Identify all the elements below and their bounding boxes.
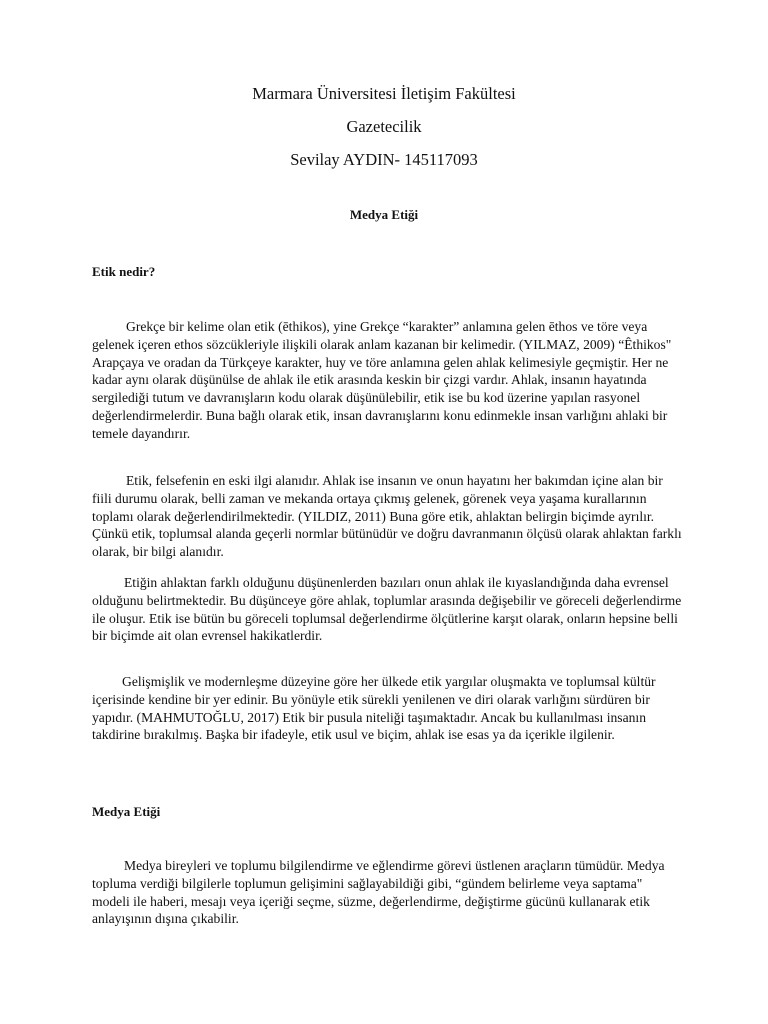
- section-heading-medya-etigi: Medya Etiği: [92, 804, 161, 819]
- paragraph: Etik, felsefenin en eski ilgi alanıdır. Ahlak ise insanın ve onun hayatını her bakımdan içine alan bir fiili durumu olarak, belli zaman ve mekanda ortaya çıkmış gelenek, görenek veya yaşama kurallarının toplamı olarak değerlendirilmektedir. (YILDIZ, 2011) Buna göre etik, ahlaktan belirgin biçimde ayrılır. Çünkü etik, toplumsal alanda geçerli normlar bütünüdür ve doğru davranmanın ölçüsü olarak ahlaktan farklı olarak, bir bilgi alanıdır.: [92, 473, 682, 560]
- paragraph: Grekçe bir kelime olan etik (ēthikos), yine Grekçe “karakter” anlamına gelen ēthos ve töre veya gelenek içeren ethos sözcükleriyle ilişkili olarak anlam kazanan bir kelimedir. (YILMAZ, 2009) “Êthikos" Arapçaya ve oradan da Türkçeye karakter, huy ve töre anlamına gelen ahlak kelimesiyle geçmiştir. Her ne kadar aynı olarak düşünülse de ahlak ile etik arasında keskin bir çizgi vardır. Ahlak, insanın hayatında sergilediği tutum ve davranışların kodu olarak düşünülebilir, etik ise bu kod üzerine yapılan rasyonel değerlendirmelerdir. Buna bağlı olarak etik, insan davranışlarını konu edinmekle insan varlığını ahlaki bir temele dayandırır.: [92, 319, 672, 441]
- paragraph: Medya bireyleri ve toplumu bilgilendirme ve eğlendirme görevi üstlenen araçların tümüdür. Medya topluma verdiği bilgilerle toplumun gelişimini sağlayabildiği gibi, “gündem belirleme veya saptama" modeli ile haberi, mesajı veya içeriği seçme, süzme, değerlendirme, değiştirme gücünü kullanarak etik anlayışının dışına çıkabilir.: [92, 858, 665, 927]
- author-line: Sevilay AYDIN- 145117093: [290, 150, 478, 169]
- department-name: Gazetecilik: [346, 117, 422, 136]
- section-heading-etik-nedir: Etik nedir?: [92, 264, 156, 279]
- document-title: Medya Etiği: [349, 207, 419, 222]
- paragraph: Etiğin ahlaktan farklı olduğunu düşünenlerden bazıları onun ahlak ile kıyaslandığında daha evrensel olduğunu belirtmektedir. Bu düşünceye göre ahlak, toplumlar arasında değişebilir ve göreceli değerlendirme ile oluşur. Etik ise bütün bu göreceli toplumsal değerlendirme ölçütlerine karşıt olarak, onların hepsine belli bir biçimde ait olan evrensel hakikatlerdir.: [92, 575, 682, 644]
- university-name: Marmara Üniversitesi İletişim Fakültesi: [252, 84, 516, 103]
- document-header: [0, 86, 768, 185]
- paragraph: Gelişmişlik ve modernleşme düzeyine göre her ülkede etik yargılar oluşmakta ve toplumsal kültür içerisinde kendine bir yer edinir. Bu yönüyle etik sürekli yenilenen ve diri olarak varlığını sürdüren bir yapıdır. (MAHMUTOĞLU, 2017) Etik bir pusula niteliği taşımaktadır. Ancak bu kullanılması insanın takdirine bırakılmış. Başka bir ifadeyle, etik usul ve biçim, ahlak ise esas ya da içerikle ilgilenir.: [92, 674, 656, 743]
